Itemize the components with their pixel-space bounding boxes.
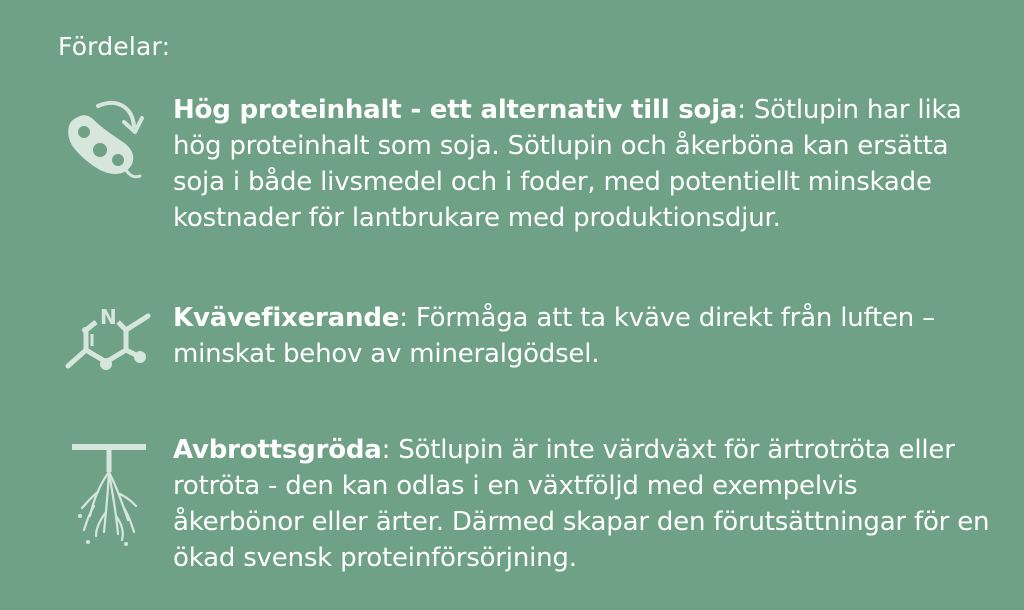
benefit-separator: : (381, 435, 399, 465)
benefit-text (173, 300, 993, 372)
benefit-title: Avbrottsgröda (173, 435, 382, 465)
section-heading: Fördelar: (58, 32, 171, 61)
benefit-description: Sötlupin har lika hög proteinhalt som soja. Sötlupin och åkerböna kan ersätta soja i både livsmedel och i foder, med potentiellt minskade kostnader för lantbrukare med produktionsdjur. (173, 95, 962, 233)
benefit-separator: : (737, 95, 754, 125)
nitrogen-symbol: N (100, 305, 117, 329)
plant-roots-icon (60, 432, 156, 542)
benefit-title: Kvävefixerande (173, 303, 400, 333)
benefit-title: Hög proteinhalt - ett alternativ till soja (173, 95, 738, 125)
benefit-separator: : (399, 303, 416, 333)
soybean-pod-icon (60, 92, 156, 202)
benefit-text (173, 92, 993, 236)
nitrogen-molecule-icon (60, 300, 156, 410)
benefit-description: Sötlupin är inte värdväxt för ärtrotröta eller rotröta - den kan odlas i en växtföljd med exempelvis åkerbönor eller ärter. Därmed skapar den förutsättningar för en ökad svensk proteinförsörjning. (173, 435, 990, 573)
benefit-text (173, 432, 993, 576)
benefit-description: Förmåga att ta kväve direkt från luften – minskat behov av mineralgödsel. (173, 303, 935, 369)
